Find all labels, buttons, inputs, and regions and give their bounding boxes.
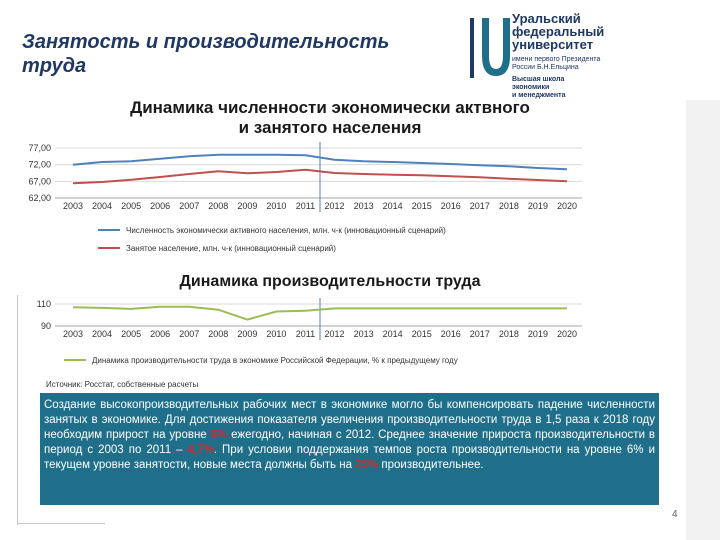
x-tick-label: 2015 — [411, 329, 432, 339]
x-tick-label: 2003 — [62, 201, 84, 211]
x-tick-label: 2011 — [295, 201, 316, 211]
x-tick-label: 2009 — [237, 329, 258, 339]
x-tick-label: 2017 — [469, 201, 490, 211]
slide-title-line2: труда — [22, 55, 87, 77]
x-tick-label: 2014 — [382, 329, 403, 339]
x-tick-label: 2012 — [324, 329, 345, 339]
x-tick-label: 2008 — [208, 329, 229, 339]
x-tick-label: 2018 — [498, 329, 519, 339]
y-tick-label: 90 — [40, 321, 51, 331]
productivity-chart — [0, 294, 720, 349]
x-tick-label: 2016 — [440, 329, 461, 339]
logo-school: Высшая школа экономики и менеджмента — [512, 76, 566, 99]
source-note: Источник: Росстат, собственные расчеты — [46, 380, 199, 389]
x-tick-label: 2004 — [92, 329, 113, 339]
legend-label: Динамика производительности труда в экономике Российской Федерации, % к предыдущему году — [92, 356, 458, 365]
chart1-legend — [0, 222, 720, 262]
x-tick-label: 2004 — [92, 201, 113, 211]
chart1-heading: Динамика численности экономически актвного и занятого населения — [130, 98, 530, 137]
logo-subtitle: имени первого Президента России Б.Н.Ельцина — [512, 56, 601, 71]
x-tick-label: 2005 — [121, 201, 142, 211]
y-tick-label: 110 — [36, 299, 51, 309]
x-tick-label: 2019 — [527, 329, 548, 339]
legend-label: Численность экономически активного населения, млн. ч-к (инновационный сценарий) — [126, 226, 446, 235]
slide-title — [22, 30, 442, 78]
x-tick-label: 2013 — [353, 201, 374, 211]
page-number: 4 — [672, 509, 678, 520]
logo-text: Уральский федеральный университет — [512, 11, 605, 52]
legend-label: Занятое население, млн. ч-к (инновационный сценарий) — [126, 244, 336, 253]
x-tick-label: 2020 — [556, 329, 578, 339]
x-tick-label: 2011 — [295, 329, 316, 339]
x-tick-label: 2006 — [150, 201, 171, 211]
x-tick-label: 2003 — [62, 329, 84, 339]
chart2-legend — [0, 352, 720, 372]
x-tick-label: 2010 — [266, 329, 287, 339]
x-tick-label: 2020 — [556, 201, 578, 211]
highlight-25pct: 25% — [355, 459, 379, 471]
x-tick-label: 2007 — [179, 329, 200, 339]
chart2-heading: Динамика производительности труда — [179, 273, 481, 290]
x-tick-label: 2019 — [527, 201, 548, 211]
x-tick-label: 2013 — [353, 329, 374, 339]
x-tick-label: 2015 — [411, 201, 432, 211]
x-tick-label: 2007 — [179, 201, 200, 211]
highlight-6pct: 6% — [210, 429, 228, 441]
x-tick-label: 2018 — [498, 201, 519, 211]
x-tick-label: 2010 — [266, 201, 287, 211]
conclusion-textbox: Создание высокопроизводительных рабочих мест в экономике могло бы компенсировать падение численности занятых в экономике. Для достижения показателя увеличения производительности труда в 1,5 раза к 2018 году необходим прирост на уровне 6% ежегодно, начиная с 2012. Среднее значение прироста производительности в период с 2003 по 2011 – 4,7%. При условии поддержания темпов роста производительности на уровне 6% и текущем уровне занятости, новые места должны быть на 25% производительнее. — [40, 393, 659, 505]
slide-title-line1: Занятость и производительность — [22, 31, 390, 53]
highlight-4-7pct: 4,7% — [187, 444, 214, 456]
x-tick-label: 2017 — [469, 329, 490, 339]
y-tick-label: 72,00 — [28, 159, 51, 170]
x-tick-label: 2008 — [208, 201, 229, 211]
y-tick-label: 67,00 — [28, 176, 51, 187]
x-tick-label: 2014 — [382, 201, 403, 211]
x-tick-label: 2016 — [440, 201, 461, 211]
x-tick-label: 2006 — [150, 329, 171, 339]
bottom-decor-line — [17, 523, 105, 524]
x-tick-label: 2005 — [121, 329, 142, 339]
x-tick-label: 2012 — [324, 201, 345, 211]
x-tick-label: 2009 — [237, 201, 258, 211]
y-tick-label: 77,00 — [28, 143, 51, 153]
y-tick-label: 62,00 — [28, 193, 51, 203]
